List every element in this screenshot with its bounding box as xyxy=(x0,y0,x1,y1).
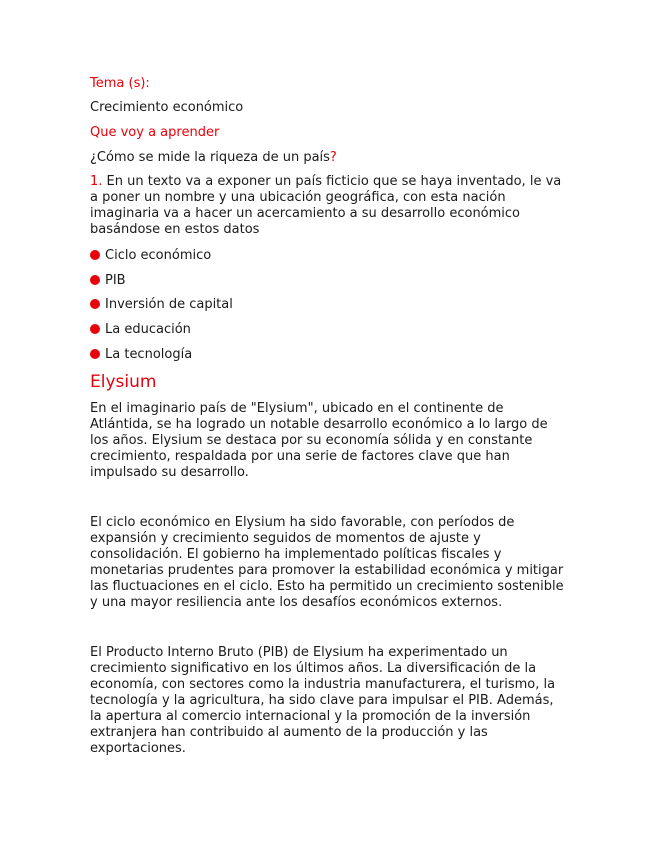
bullet-item xyxy=(90,248,211,264)
paragraph-line: impulsado su desarrollo. xyxy=(90,465,249,480)
question-text: ¿Cómo se mide la riqueza de un país xyxy=(90,150,330,165)
bullet-icon xyxy=(90,250,100,260)
essay-paragraph xyxy=(90,401,570,481)
bullet-item xyxy=(90,297,233,313)
bullet-icon xyxy=(90,324,100,334)
question-mark: ? xyxy=(329,150,337,165)
task-number: 1. xyxy=(90,174,103,189)
bullet-icon xyxy=(90,275,100,285)
paragraph-line: consolidación. El gobierno ha implementado políticas fiscales y xyxy=(90,547,502,562)
paragraph-line: y una mayor resiliencia ante los desafíos económicos externos. xyxy=(90,595,503,610)
paragraph-line: extranjera han contribuido al aumento de la producción y las xyxy=(90,725,488,740)
paragraph-line: El Producto Interno Bruto (PIB) de Elysium ha experimentado un xyxy=(90,645,508,660)
task-instructions xyxy=(90,174,570,238)
paragraph-line: En el imaginario país de "Elysium", ubicado en el continente de xyxy=(90,401,504,416)
bullet-label: La educación xyxy=(105,322,191,337)
paragraph-line: exportaciones. xyxy=(90,741,186,756)
paragraph-line: monetarias prudentes para promover la estabilidad económica y mitigar xyxy=(90,563,564,578)
paragraph-line: El ciclo económico en Elysium ha sido favorable, con períodos de xyxy=(90,515,515,530)
bullet-icon xyxy=(90,299,100,309)
tema-label: Tema (s): xyxy=(90,76,150,91)
task-line: En un texto va a exponer un país ficticio que se haya inventado, le va xyxy=(102,174,562,189)
task-line: basándose en estos datos xyxy=(90,222,260,237)
paragraph-line: tecnología y la agricultura, ha sido clave para impulsar el PIB. Además, xyxy=(90,693,554,708)
paragraph-line: los años. Elysium se destaca por su economía sólida y en constante xyxy=(90,433,533,448)
paragraph-line: Atlántida, se ha logrado un notable desarrollo económico a lo largo de xyxy=(90,417,548,432)
task-line: a poner un nombre y una ubicación geográfica, con esta nación xyxy=(90,190,506,205)
essay-paragraph xyxy=(90,645,570,757)
bullet-item xyxy=(90,322,191,338)
paragraph-line: expansión y crecimiento seguidos de momentos de ajuste y xyxy=(90,531,481,546)
bullet-label: Ciclo económico xyxy=(105,248,212,263)
paragraph-line: crecimiento, respaldada por una serie de factores clave que han xyxy=(90,449,510,464)
paragraph-line: la apertura al comercio internacional y la promoción de la inversión xyxy=(90,709,531,724)
essay-title: Elysium xyxy=(90,372,157,392)
essay-paragraph xyxy=(90,515,570,611)
tema-value: Crecimiento económico xyxy=(90,100,244,115)
bullet-label: Inversión de capital xyxy=(105,297,233,312)
bullet-item xyxy=(90,347,192,363)
objective-label: Que voy a aprender xyxy=(90,125,220,140)
bullet-label: La tecnología xyxy=(105,347,193,362)
bullet-icon xyxy=(90,349,100,359)
guiding-question xyxy=(90,150,337,166)
paragraph-line: economía, con sectores como la industria manufacturera, el turismo, la xyxy=(90,677,556,692)
bullet-item xyxy=(90,273,126,289)
paragraph-line: las fluctuaciones en el ciclo. Esto ha permitido un crecimiento sostenible xyxy=(90,579,564,594)
bullet-label: PIB xyxy=(105,273,126,288)
paragraph-line: crecimiento significativo en los últimos años. La diversificación de la xyxy=(90,661,537,676)
task-line: imaginaria va a hacer un acercamiento a su desarrollo económico xyxy=(90,206,521,221)
